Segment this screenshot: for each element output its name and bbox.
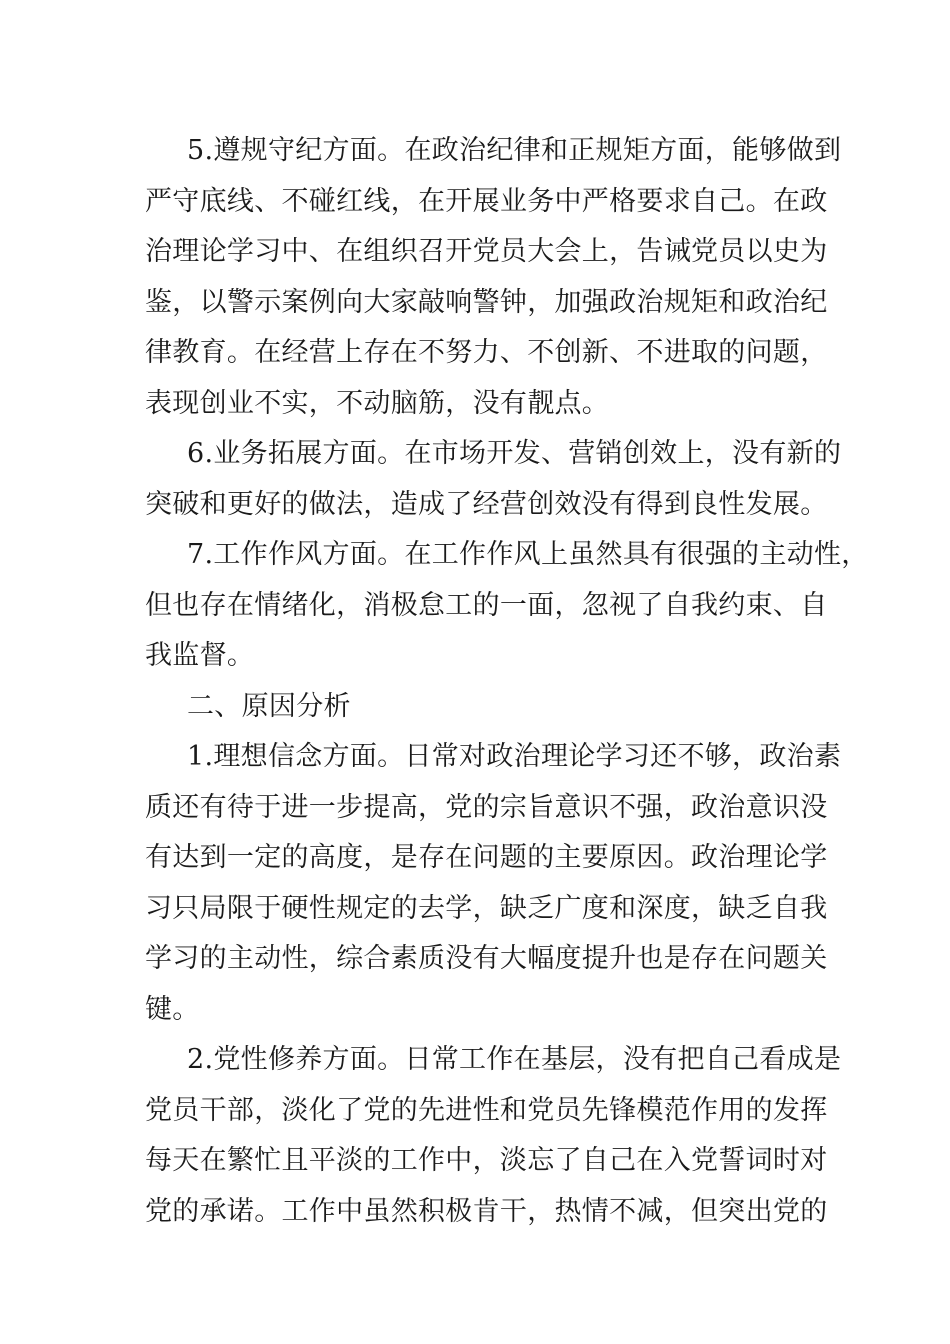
paragraph-line: 表现创业不实，不动脑筋，没有靓点。	[145, 387, 610, 419]
document-body	[145, 126, 869, 1237]
paragraph-line: 律教育。在经营上存在不努力、不创新、不进取的问题，	[145, 337, 828, 368]
paragraph-line: 键。	[145, 993, 200, 1025]
paragraph-line: 有达到一定的高度，是存在问题的主要原因。政治理论学	[145, 842, 828, 873]
paragraph-line: 6.业务拓展方面。在市场开发、营销创效上，没有新的	[187, 438, 842, 469]
paragraph-line: 学习的主动性，综合素质没有大幅度提升也是存在问题关	[145, 943, 828, 974]
paragraph-line: 质还有待于进一步提高，党的宗旨意识不强，政治意识没	[145, 791, 828, 823]
paragraph-line: 5.遵规守纪方面。在政治纪律和正规矩方面，能够做到	[187, 135, 842, 166]
section-heading: 二、原因分析	[187, 690, 351, 722]
paragraph-line: 7.工作作风方面。在工作作风上虽然具有很强的主动性，	[187, 539, 869, 570]
paragraph-line: 党的承诺。工作中虽然积极肯干，热情不减，但突出党的	[145, 1195, 828, 1227]
paragraph-line: 每天在繁忙且平淡的工作中，淡忘了自己在入党誓词时对	[145, 1145, 828, 1176]
paragraph-line: 党员干部，淡化了党的先进性和党员先锋模范作用的发挥	[145, 1094, 828, 1126]
paragraph-line: 严守底线、不碰红线，在开展业务中严格要求自己。在政	[145, 185, 828, 217]
paragraph-line: 1.理想信念方面。日常对政治理论学习还不够，政治素	[187, 741, 842, 772]
paragraph-line: 治理论学习中、在组织召开党员大会上，告诫党员以史为	[145, 236, 828, 267]
paragraph-line: 2.党性修养方面。日常工作在基层，没有把自己看成是	[187, 1044, 842, 1075]
paragraph-line: 鉴，以警示案例向大家敲响警钟，加强政治规矩和政治纪	[145, 286, 828, 318]
paragraph-line: 我监督。	[145, 640, 255, 671]
paragraph-line: 习只局限于硬性规定的去学，缺乏广度和深度，缺乏自我	[145, 892, 828, 924]
paragraph-line: 但也存在情绪化，消极怠工的一面，忽视了自我约束、自	[145, 589, 828, 621]
paragraph-line: 突破和更好的做法，造成了经营创效没有得到良性发展。	[145, 488, 828, 520]
